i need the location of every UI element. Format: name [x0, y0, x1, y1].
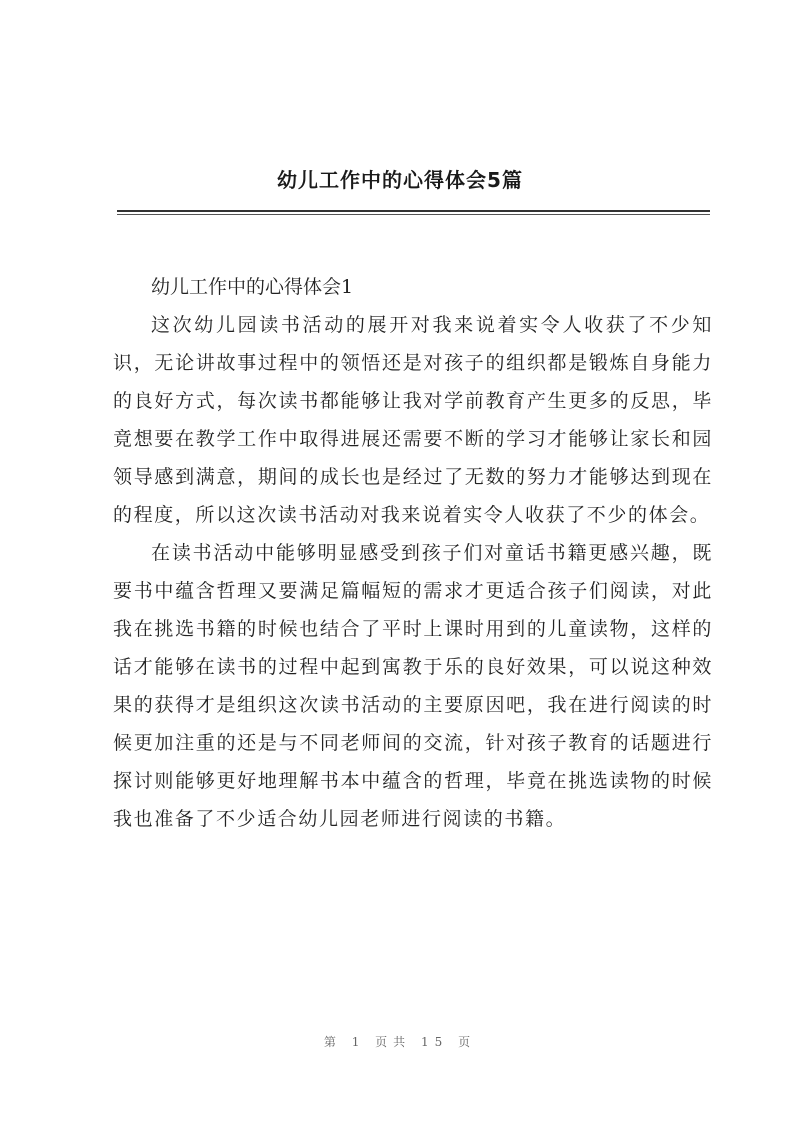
title-divider-thin	[117, 214, 710, 215]
document-title: 幼儿工作中的心得体会5篇	[277, 168, 523, 192]
paragraph-2: 在读书活动中能够明显感受到孩子们对童话书籍更感兴趣，既要书中蕴含哲理又要满足篇幅短的需求才更适合孩子们阅读，对此我在挑选书籍的时候也结合了平时上课时用到的儿童读物，这样的话才能够在读书的过程中起到寓教于乐的良好效果，可以说这种效果的获得才是组织这次读书活动的主要原因吧，我在进行阅读的时候更加注重的还是与不同老师间的交流，针对孩子教育的话题进行探讨则能够更好地理解书本中蕴含的哲理，毕竟在挑选读物的时候我也准备了不少适合幼儿园老师进行阅读的书籍。	[113, 542, 713, 830]
paragraph-1: 这次幼儿园读书活动的展开对我来说着实令人收获了不少知识，无论讲故事过程中的领悟还是对孩子的组织都是锻炼自身能力的良好方式，每次读书都能够让我对学前教育产生更多的反思，毕竟想要在教学工作中取得进展还需要不断的学习才能够让家长和园领导感到满意，期间的成长也是经过了无数的努力才能够达到现在的程度，所以这次读书活动对我来说着实令人收获了不少的体会。	[113, 314, 713, 526]
title-divider	[117, 210, 710, 212]
section-heading: 幼儿工作中的心得体会1	[151, 276, 354, 298]
document-body	[113, 268, 713, 838]
page-footer: 第 1 页共 15 页	[323, 1035, 477, 1049]
